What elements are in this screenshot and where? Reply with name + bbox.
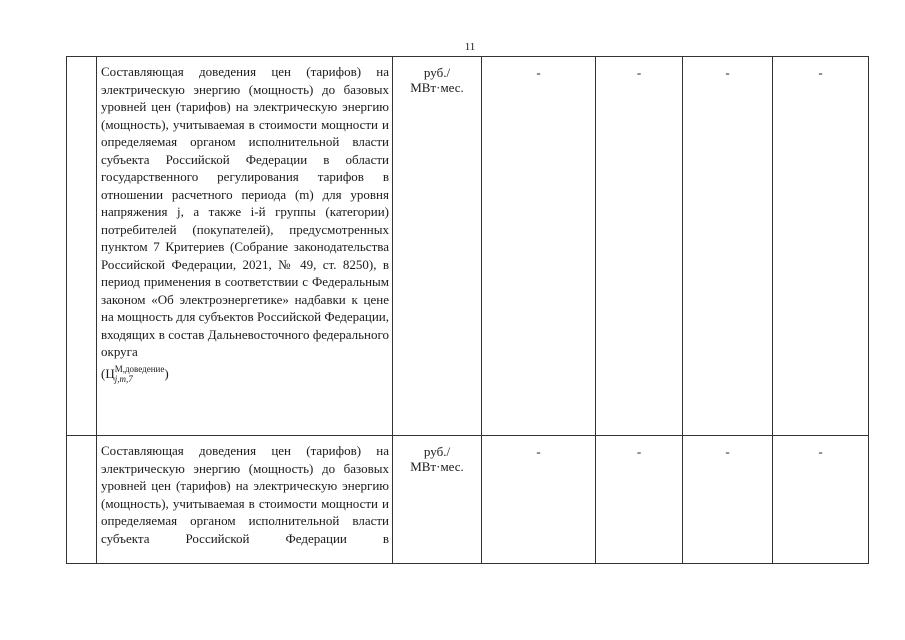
unit-line-2: МВт·мес. bbox=[410, 459, 464, 474]
unit-cell bbox=[393, 436, 482, 564]
value-cell bbox=[683, 436, 773, 564]
value-cell bbox=[596, 57, 683, 436]
value-dash: - bbox=[636, 444, 642, 459]
description-cell bbox=[97, 57, 393, 436]
value-dash: - bbox=[725, 65, 730, 80]
value-cell bbox=[773, 436, 869, 564]
value-dash: - bbox=[536, 444, 541, 459]
value-dash: - bbox=[818, 65, 823, 80]
symbol-superscript: М,доведение bbox=[114, 363, 165, 374]
page-number: 11 bbox=[464, 41, 476, 53]
unit-cell bbox=[393, 57, 482, 436]
row-description bbox=[97, 57, 392, 382]
tariff-symbol bbox=[101, 361, 389, 383]
unit-line-1: руб./ bbox=[423, 65, 451, 80]
symbol-close: ) bbox=[164, 365, 169, 381]
value-dash: - bbox=[536, 65, 541, 80]
value-dash: - bbox=[636, 65, 642, 80]
tariff-table bbox=[66, 56, 869, 564]
symbol-subscript: j,m,7 bbox=[114, 373, 133, 384]
unit-line-1: руб./ bbox=[423, 444, 451, 459]
row-number-cell bbox=[67, 436, 97, 564]
unit-line-2: МВт·мес. bbox=[410, 80, 464, 95]
value-cell bbox=[773, 57, 869, 436]
value-cell bbox=[683, 57, 773, 436]
value-cell bbox=[596, 436, 683, 564]
row-number-cell bbox=[67, 57, 97, 436]
value-cell bbox=[482, 57, 596, 436]
table-row bbox=[67, 57, 869, 436]
value-cell bbox=[482, 436, 596, 564]
value-dash: - bbox=[818, 444, 823, 459]
symbol-base: (Ц bbox=[101, 365, 115, 381]
description-cell bbox=[97, 436, 393, 564]
row-description: Составляющая доведения цен (тарифов) на электрическую энергию (мощность) до базовых уровней цен (тарифов) на электрическую энергию (мощность), учитываемая в стоимости мощности и определяемая органом исполнительной власти субъекта Российской Федерации в bbox=[101, 443, 389, 546]
description-text: Составляющая доведения цен (тарифов) на электрическую энергию (мощность) до базовых уровней цен (тарифов) на электрическую энергию (мощность), учитываемая в стоимости мощности и определяемая органом исполнительной власти субъекта Российской Федерации в области государственного регулирования тарифов в отношении расчетного периода (m) для уровня напряжения j, а также i-й группы (категории) потребителей (покупателей), предусмотренных пунктом 7 Критериев (Собрание законодательства Российской Федерации, 2021, № 49, ст. 8250), в период применения в соответствии с Федеральным законом «Об электроэнергетике» надбавки к цене на мощность для субъектов Российской Федерации, входящих в состав Дальневосточного федерального округа bbox=[101, 64, 389, 359]
table-row bbox=[67, 436, 869, 564]
value-dash: - bbox=[725, 444, 730, 459]
